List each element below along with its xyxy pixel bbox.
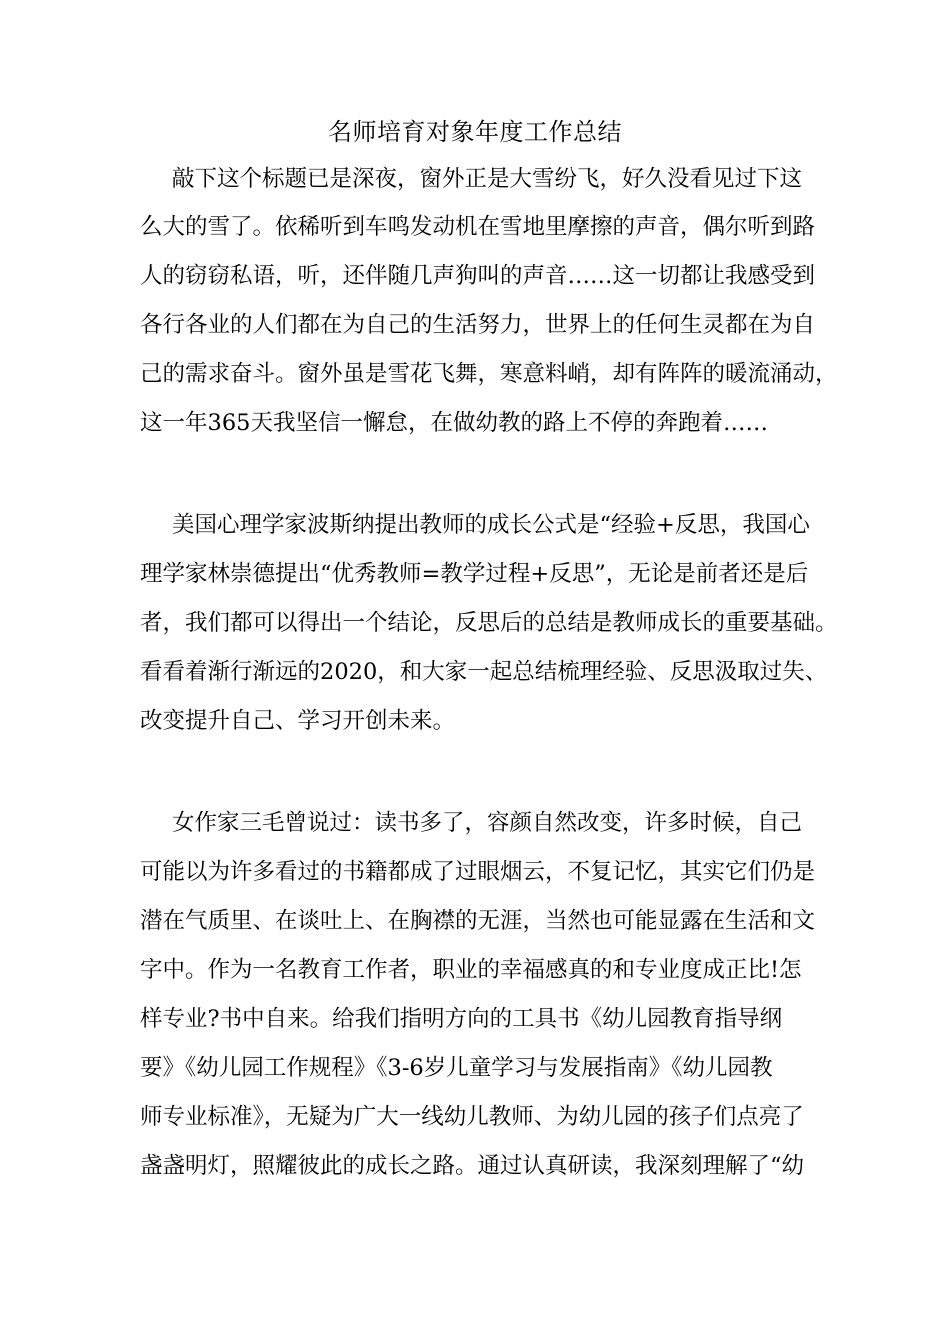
document-title: 名师培育对象年度工作总结 xyxy=(328,118,622,146)
paragraph-line: 样专业?书中自来。给我们指明方向的工具书《幼儿园教育指导纲 xyxy=(140,1006,783,1032)
paragraph-line: 各行各业的人们都在为自己的生活努力，世界上的任何生灵都在为自 xyxy=(140,312,816,338)
paragraph-line: 美国心理学家波斯纳提出教师的成长公式是“经验+反思，我国心 xyxy=(172,512,810,538)
paragraph-line: 理学家林崇德提出“优秀教师=教学过程+反思”，无论是前者还是后 xyxy=(140,561,809,587)
paragraph-line: 改变提升自己、学习开创未来。 xyxy=(140,708,456,734)
paragraph-line: 潜在气质里、在谈吐上、在胸襟的无涯，当然也可能显露在生活和文 xyxy=(140,908,816,934)
paragraph-line: 盏盏明灯，照耀彼此的成长之路。通过认真研读，我深刻理解了“幼 xyxy=(140,1153,805,1179)
paragraph-line: 己的需求奋斗。窗外虽是雪花飞舞，寒意料峭，却有阵阵的暖流涌动， xyxy=(140,361,838,387)
paragraph-line: 么大的雪了。依稀听到车鸣发动机在雪地里摩擦的声音，偶尔听到路 xyxy=(140,214,816,240)
paragraph-line: 师专业标准》，无疑为广大一线幼儿教师、为幼儿园的孩子们点亮了 xyxy=(140,1104,804,1130)
paragraph-line: 人的窃窃私语，听，还伴随几声狗叫的声音……这一切都让我感受到 xyxy=(140,263,816,289)
paragraph-line: 字中。作为一名教育工作者，职业的幸福感真的和专业度成正比!怎 xyxy=(140,957,802,983)
paragraph-line: 看看着渐行渐远的2020，和大家一起总结梳理经验、反思汲取过失、 xyxy=(140,659,828,685)
paragraph-line: 这一年365天我坚信一懈怠，在做幼教的路上不停的奔跑着…… xyxy=(140,410,768,436)
paragraph-line: 女作家三毛曾说过：读书多了，容颜自然改变，许多时候，自己 xyxy=(172,810,803,836)
paragraph-line: 要》《幼儿园工作规程》《3-6岁儿童学习与发展指南》《幼儿园教 xyxy=(140,1055,773,1081)
paragraph-line: 敲下这个标题已是深夜，窗外正是大雪纷飞，好久没看见过下这 xyxy=(172,166,803,192)
paragraph-line: 者，我们都可以得出一个结论，反思后的总结是教师成长的重要基础。 xyxy=(140,610,838,636)
paragraph-line: 可能以为许多看过的书籍都成了过眼烟云，不复记忆，其实它们仍是 xyxy=(140,859,816,885)
